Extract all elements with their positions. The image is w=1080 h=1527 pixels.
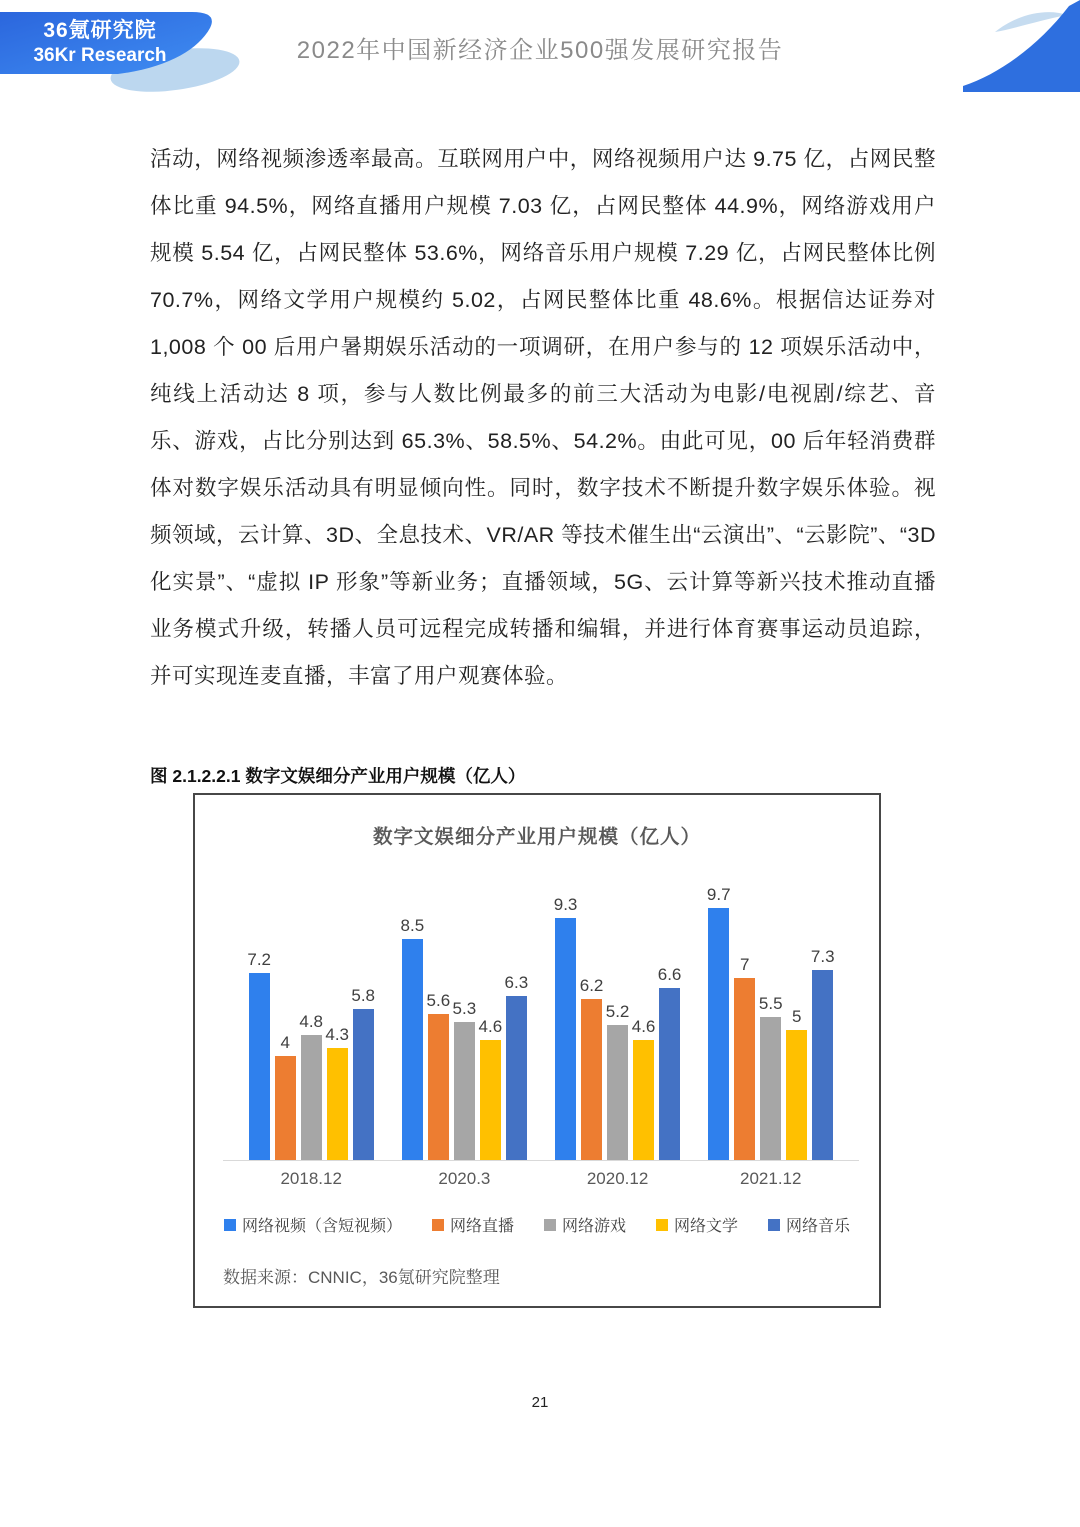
bar-wrap xyxy=(246,950,272,1160)
bar xyxy=(760,1017,781,1160)
category-label: 2020.3 xyxy=(438,1169,491,1188)
chart-categories xyxy=(223,1169,859,1189)
bar-value-label: 6.3 xyxy=(504,973,529,993)
logo-name-en: 36Kr Research xyxy=(33,45,167,67)
bar xyxy=(402,939,423,1160)
legend-label: 网络音乐 xyxy=(786,1218,851,1235)
bar-wrap xyxy=(631,1017,657,1160)
legend-item xyxy=(768,1213,850,1236)
bar xyxy=(480,1040,501,1160)
bar-value-label: 4.3 xyxy=(325,1025,349,1045)
logo-name-cn: 36氪研究院 xyxy=(43,19,157,42)
bar-wrap xyxy=(810,947,836,1160)
bar xyxy=(454,1022,475,1160)
bar-wrap xyxy=(657,965,683,1160)
bar xyxy=(249,973,270,1160)
bar-value-label: 4.8 xyxy=(299,1012,323,1032)
legend-swatch xyxy=(768,1219,780,1231)
bar-value-label: 6.2 xyxy=(579,975,604,995)
bar-value-label: 4.6 xyxy=(631,1017,656,1037)
bar-wrap xyxy=(503,973,529,1160)
bar-wrap xyxy=(553,895,579,1160)
legend-swatch xyxy=(224,1219,236,1231)
bar xyxy=(633,1040,654,1160)
bar-wrap xyxy=(272,1033,298,1160)
bar-wrap xyxy=(298,1012,324,1160)
legend-item xyxy=(432,1213,514,1236)
bar xyxy=(786,1030,807,1160)
bar xyxy=(327,1048,348,1160)
bar-value-label: 5.3 xyxy=(452,999,477,1019)
bar-value-label: 7 xyxy=(740,955,750,974)
bar-value-label: 5.8 xyxy=(351,986,375,1006)
chart-legend xyxy=(195,1213,879,1236)
legend-label: 网络直播 xyxy=(449,1218,514,1235)
page-number: 21 xyxy=(531,1394,549,1411)
bar xyxy=(734,978,755,1160)
bar xyxy=(659,988,680,1160)
legend-label: 网络文学 xyxy=(674,1218,739,1235)
bar xyxy=(353,1009,374,1160)
legend-swatch xyxy=(544,1219,556,1231)
bar xyxy=(555,918,576,1160)
bar-wrap xyxy=(758,994,784,1160)
bar-value-label: 9.7 xyxy=(706,884,731,904)
bar xyxy=(428,1014,449,1160)
bar-wrap xyxy=(605,1002,631,1160)
bar-wrap xyxy=(706,885,732,1160)
legend-swatch xyxy=(656,1219,668,1231)
bar-value-label: 8.5 xyxy=(400,916,425,935)
category-label: 2020.12 xyxy=(586,1169,649,1188)
bar-wrap xyxy=(579,976,605,1160)
bar-value-label: 5.5 xyxy=(758,994,783,1013)
legend-item xyxy=(224,1213,402,1236)
category-label: 2018.12 xyxy=(280,1169,342,1188)
bar-group xyxy=(399,916,529,1160)
x-axis-line xyxy=(223,1160,859,1161)
bar-value-label: 9.3 xyxy=(553,895,578,915)
legend-item xyxy=(544,1213,626,1236)
bar xyxy=(812,970,833,1160)
bar-value-label: 6.6 xyxy=(657,965,682,985)
legend-item xyxy=(656,1213,738,1236)
bar-wrap xyxy=(324,1025,350,1160)
bar-group xyxy=(246,950,376,1160)
bar-value-label: 4.6 xyxy=(478,1017,503,1037)
bar-group xyxy=(706,885,836,1160)
chart-source: 数据来源：CNNIC，36氪研究院整理 xyxy=(223,1268,500,1287)
bar-wrap xyxy=(477,1017,503,1160)
bar-value-label: 7.2 xyxy=(247,949,271,969)
bar xyxy=(607,1025,628,1160)
bar-wrap xyxy=(732,955,758,1160)
chart-container xyxy=(193,793,881,1308)
bar-value-label: 5 xyxy=(792,1007,802,1026)
bar-wrap xyxy=(784,1007,810,1160)
bar-value-label: 5.2 xyxy=(605,1001,630,1021)
legend-label: 网络游戏 xyxy=(561,1218,626,1235)
bar xyxy=(301,1035,322,1160)
figure-caption: 图 2.1.2.2.1 数字文娱细分产业用户规模（亿人） xyxy=(150,766,526,786)
bar xyxy=(506,996,527,1160)
bar-value-label: 5.6 xyxy=(426,991,451,1011)
bar xyxy=(581,999,602,1160)
category-label: 2021.12 xyxy=(740,1169,802,1188)
header-decoration xyxy=(955,0,1080,100)
bar-wrap xyxy=(425,991,451,1160)
chart-plot-area xyxy=(223,795,859,1160)
chart-title: 数字文娱细分产业用户规模（亿人） xyxy=(372,826,701,848)
bar xyxy=(708,908,729,1160)
bar-value-label: 4 xyxy=(280,1033,290,1052)
report-title: 2022年中国新经济企业500强发展研究报告 xyxy=(296,37,784,64)
bar-wrap xyxy=(350,986,376,1160)
bar-wrap xyxy=(399,916,425,1160)
bar xyxy=(275,1056,296,1160)
body-paragraph: 活动，网络视频渗透率最高。互联网用户中，网络视频用户达 9.75 亿，占网民整体比重 94.5%，网络直播用户规模 7.03 亿，占网民整体 44.9%，网络游戏用户规模 5.54 亿，占网民整体 53.6%，网络音乐用户规模 7.29 亿，占网民整体比例 70.7%，网络文学用户规模约 5.02，占网民整体比重 48.6%。根据信达证券对 1,008 个 00 后用户暑期娱乐活动的一项调研，在用户参与的 12 项娱乐活动中，纯线上活动达 8 项，参与人数比例最多的前三大活动为电影/电视剧/综艺、音乐、游戏，占比分别达到 65.3%、58.5%、54.2%。由此可见，00 后年轻消费群体对数字娱乐活动具有明显倾向性。同时，数字技术不断提升数字娱乐体验。视频领域，云计算、3D、全息技术、VR/AR 等技术催生出“云演出”、“云影院”、“3D 化实景”、“虚拟 IP 形象”等新业务；直播领域，5G、云计算等新兴技术推动直播业务模式升级，转播人员可远程完成转播和编辑，并进行体育赛事运动员追踪，并可实现连麦直播，丰富了用户观赛体验。 xyxy=(150,147,936,688)
bar-group xyxy=(553,895,683,1160)
bar-wrap xyxy=(451,999,477,1160)
legend-label: 网络视频（含短视频） xyxy=(241,1218,402,1235)
legend-swatch xyxy=(432,1219,444,1231)
bar-value-label: 7.3 xyxy=(810,947,835,967)
